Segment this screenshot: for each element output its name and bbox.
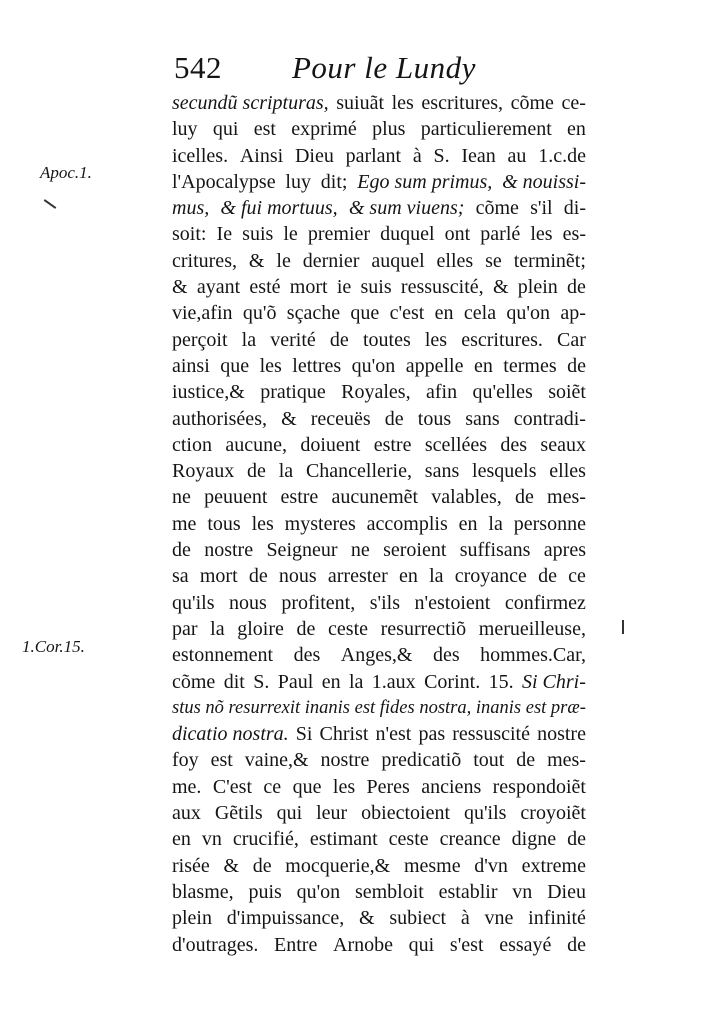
word: seroient [383, 539, 447, 562]
word: parlant [345, 144, 402, 167]
word: merueilleuse, [478, 617, 586, 640]
word: elles [549, 460, 586, 483]
word: que [292, 775, 322, 798]
word: valables, [431, 486, 502, 509]
ink-mark [622, 620, 624, 634]
word: termes [503, 354, 557, 377]
word: premier [307, 223, 371, 246]
word: Car [557, 328, 586, 351]
word: lettres [292, 354, 342, 377]
word: digne [511, 828, 557, 851]
word: les [259, 354, 282, 377]
word: dit [223, 670, 245, 693]
word: de [538, 565, 557, 588]
word: qu'on [351, 354, 396, 377]
word: gloire [237, 617, 284, 640]
word: 1.c.de [538, 144, 586, 167]
word: receuës [310, 407, 371, 430]
word: establir [438, 880, 498, 903]
word: 15. [488, 670, 514, 693]
word: foy [172, 749, 199, 772]
word: dernier [302, 249, 360, 272]
word: resurrectiõ [380, 617, 467, 640]
word: predicatiõ [381, 749, 462, 772]
word: est [210, 749, 233, 772]
word: hommes.Car, [480, 644, 586, 667]
word: ne [350, 539, 370, 562]
text-line [172, 432, 586, 458]
word: des [432, 644, 460, 667]
word: Dieu [294, 144, 334, 167]
text-line [172, 327, 586, 353]
word: & nouissi- [502, 170, 586, 193]
word: Arnobe [333, 933, 393, 956]
word: S. [253, 670, 270, 693]
word: n'est [375, 723, 412, 746]
word: iustice,& [172, 381, 245, 404]
text-line [172, 826, 586, 852]
text-line [172, 800, 586, 826]
word: vie,afin [172, 302, 233, 325]
word: blasme, [172, 880, 234, 903]
text-line [172, 511, 586, 537]
word: cõme [510, 92, 554, 114]
word: l'Apocalypse [172, 170, 276, 193]
word: Royaux [172, 460, 235, 483]
word: estre [280, 486, 319, 509]
word: vaine,& [244, 749, 309, 772]
text-line [172, 353, 586, 379]
word: ce [568, 565, 586, 588]
word: croyance [454, 565, 527, 588]
word: les [251, 512, 274, 535]
word: escritures. [461, 328, 543, 351]
word: c'est [389, 302, 425, 325]
word: suffisans [459, 539, 531, 562]
word: aucune, [225, 433, 287, 456]
word: vn [512, 880, 533, 903]
word: la [488, 512, 503, 535]
word: Chancellerie, [305, 460, 412, 483]
word: mus, [172, 197, 210, 220]
word: que [220, 354, 250, 377]
word: contradi- [513, 407, 586, 430]
word: qui [408, 933, 435, 956]
word: me. [172, 775, 202, 798]
word: obiectoient [361, 802, 450, 825]
word: qu'on [296, 880, 341, 903]
word: n'estoient [414, 591, 491, 614]
word: nostre [204, 539, 254, 562]
word: soiẽt [548, 381, 586, 404]
word: perçoit [172, 328, 228, 351]
word: plein [172, 907, 212, 930]
word: anciens [421, 775, 482, 798]
word: de [252, 854, 272, 877]
word: sçache [286, 302, 341, 325]
text-line [172, 195, 586, 221]
word: accomplis [366, 512, 448, 535]
word: qu'ils [172, 591, 215, 614]
text-line [172, 116, 586, 142]
word: sa [172, 565, 189, 588]
word: mesme [403, 854, 461, 877]
word: particulierement [420, 118, 552, 141]
word: mort [199, 565, 238, 588]
text-line [172, 616, 586, 642]
word: essayé [499, 933, 552, 956]
word: profitent, [281, 591, 356, 614]
word: Ie [216, 223, 233, 246]
word: puis [248, 880, 282, 903]
word: de [384, 407, 404, 430]
word: aucunemẽt [331, 486, 419, 509]
word: ainsi [172, 354, 210, 377]
word: tout [473, 749, 505, 772]
word: Iean [461, 144, 496, 167]
word: scellées [424, 433, 488, 456]
word: vne [484, 907, 514, 930]
word: C'est [212, 775, 253, 798]
word: Ainsi [239, 144, 284, 167]
text-line [172, 905, 586, 931]
word: de [567, 276, 586, 299]
word: luy [285, 170, 311, 193]
word: Gẽtils [214, 802, 263, 825]
word: vn [201, 828, 222, 851]
word: ie [336, 276, 352, 299]
word: est [253, 118, 276, 141]
word: ceste [388, 828, 429, 851]
text-line [172, 774, 586, 800]
word: les [424, 328, 448, 351]
text-line [172, 932, 586, 958]
text-line [172, 879, 586, 905]
word: ayant [196, 276, 241, 299]
word: tous [417, 407, 452, 430]
text-line [172, 695, 586, 721]
word: extreme [521, 854, 586, 877]
word: suis [360, 276, 392, 299]
word: cõme [172, 670, 216, 693]
word: Corint. [424, 670, 481, 693]
word: Si [295, 723, 313, 746]
word: nous [278, 565, 317, 588]
word: creance [439, 828, 501, 851]
text-line [172, 458, 586, 484]
word: de [248, 565, 268, 588]
word: estonnement [172, 644, 274, 667]
word: mocquerie,& [285, 854, 391, 877]
word: de [247, 460, 266, 483]
text-line [172, 143, 586, 169]
word: de [567, 828, 586, 851]
word: estre [373, 433, 412, 456]
word: & sum viuens; [348, 197, 465, 220]
word: suiuãt [336, 92, 385, 114]
word: en [458, 512, 478, 535]
word: nostre [320, 749, 370, 772]
word: à [460, 907, 470, 930]
word: ce [263, 775, 282, 798]
text-line [172, 669, 586, 695]
word: d'vn [474, 854, 508, 877]
word: les [332, 775, 356, 798]
word: au [507, 144, 527, 167]
word: de [514, 486, 534, 509]
word: elles [436, 249, 474, 272]
word: Entre [274, 933, 318, 956]
word: cõme [475, 197, 519, 220]
word: Si Chri- [521, 670, 586, 693]
word: infinité [528, 907, 586, 930]
word: Seigneur [266, 539, 338, 562]
word: de [296, 617, 316, 640]
word: confirmez [504, 591, 586, 614]
text-line [172, 747, 586, 773]
word: authorisées, [172, 407, 267, 430]
word: ne [172, 486, 191, 509]
text-line [172, 300, 586, 326]
word: en [321, 670, 341, 693]
word: nostre [537, 723, 586, 746]
word: Paul [277, 670, 314, 693]
word: en [434, 302, 454, 325]
word: Christ [319, 723, 369, 746]
word: luy [172, 118, 198, 141]
word: plein [517, 276, 558, 299]
text-line [172, 406, 586, 432]
word: arrester [327, 565, 388, 588]
word: mes- [547, 749, 586, 772]
word: croyoiẽt [520, 802, 586, 825]
word: par [172, 617, 198, 640]
word: apres [543, 539, 586, 562]
word: appelle [405, 354, 464, 377]
word: 1.aux [371, 670, 416, 693]
word: auquel [371, 249, 425, 272]
word: des [293, 644, 321, 667]
word: risée [172, 854, 210, 877]
word: peuuent [204, 486, 268, 509]
word: qu'õ [242, 302, 277, 325]
word: ressuscité [452, 723, 530, 746]
margin-note-apocalypse: Apoc.1. [40, 163, 92, 182]
word: seaux [540, 433, 586, 456]
word: terminẽt; [513, 249, 586, 272]
word: mort [289, 276, 328, 299]
word: la [241, 328, 257, 351]
running-head [150, 48, 590, 88]
text-line [172, 274, 586, 300]
text-line [172, 537, 586, 563]
word: qu'on [506, 302, 551, 325]
word: les [530, 223, 553, 246]
word: en [399, 565, 418, 588]
word: respondoiẽt [492, 775, 586, 798]
word: di- [563, 197, 586, 220]
word: ap- [560, 302, 586, 325]
word: & [248, 249, 265, 272]
word: sembloit [354, 880, 424, 903]
word: qu'elles [472, 381, 533, 404]
word: pas [418, 723, 446, 746]
word: qui [276, 802, 303, 825]
word: Ego sum primus, [357, 170, 493, 193]
word: duquel [380, 223, 435, 246]
word: de [567, 354, 586, 377]
word: & [281, 407, 297, 430]
word: en [567, 118, 586, 141]
word: la [429, 565, 444, 588]
word: esté [249, 276, 281, 299]
word: le [283, 223, 298, 246]
text-line [172, 169, 586, 195]
word: Peres [366, 775, 410, 798]
word: ressuscité, [400, 276, 484, 299]
text-line [172, 90, 586, 116]
word: Royales, [341, 381, 411, 404]
word: de [329, 328, 349, 351]
word: crucifié, [232, 828, 299, 851]
word: mysteres [284, 512, 356, 535]
word: d'outrages. [172, 933, 259, 956]
word: & [492, 276, 509, 299]
word: stus nõ resurrexit inanis est fides nostra, inanis est præ- [172, 697, 586, 718]
word: ce- [561, 92, 586, 114]
page-number: 542 [174, 50, 222, 85]
word: s'ils [369, 591, 401, 614]
word: S. [433, 144, 450, 167]
word: des [500, 433, 528, 456]
word: verité [270, 328, 316, 351]
word: en [473, 354, 493, 377]
word: secundũ scripturas, [172, 92, 329, 114]
word: subiect [389, 907, 447, 930]
text-line [172, 721, 586, 747]
word: icelles. [172, 144, 229, 167]
word: de [516, 749, 536, 772]
word: personne [513, 512, 586, 535]
word: & [359, 907, 375, 930]
word: que [350, 302, 380, 325]
text-line [172, 379, 586, 405]
word: doiuent [300, 433, 361, 456]
word: critures, [172, 249, 237, 272]
word: parlé [480, 223, 521, 246]
word: qu'ils [463, 802, 507, 825]
word: le [276, 249, 291, 272]
word: nous [229, 591, 267, 614]
ink-mark [44, 199, 57, 209]
word: ction [172, 433, 212, 456]
text-line [172, 221, 586, 247]
word: sans [424, 460, 460, 483]
word: ont [444, 223, 471, 246]
word: suis [242, 223, 274, 246]
word: ceste [328, 617, 369, 640]
word: s'est [449, 933, 484, 956]
margin-note-corinthians: 1.Cor.15. [22, 637, 85, 656]
word: qui [212, 118, 239, 141]
text-line [172, 563, 586, 589]
word: les [391, 92, 414, 114]
word: & [223, 854, 240, 877]
word: me [172, 512, 197, 535]
word: d'impuissance, [226, 907, 345, 930]
word: de [172, 539, 191, 562]
word: de [567, 933, 586, 956]
text-line [172, 642, 586, 668]
word: exprimé [291, 118, 357, 141]
text-line [172, 590, 586, 616]
word: sans [465, 407, 500, 430]
word: la [278, 460, 294, 483]
word: la [348, 670, 364, 693]
word: s'il [530, 197, 553, 220]
word: Anges,& [340, 644, 413, 667]
text-line [172, 853, 586, 879]
word: mes- [547, 486, 586, 509]
word: Dieu [547, 880, 586, 903]
word: se [485, 249, 502, 272]
word: & fui mortuus, [220, 197, 338, 220]
word: cela [463, 302, 497, 325]
word: leur [316, 802, 348, 825]
word: dit; [320, 170, 348, 193]
word: plus [372, 118, 406, 141]
word: lesquels [472, 460, 537, 483]
word: toutes [362, 328, 411, 351]
word: en [172, 828, 191, 851]
body-text [172, 90, 586, 958]
word: pratique [260, 381, 326, 404]
text-line [172, 248, 586, 274]
word: tous [207, 512, 241, 535]
word: à [412, 144, 422, 167]
word: es- [562, 223, 586, 246]
word: aux [172, 802, 201, 825]
word: soit: [172, 223, 207, 246]
running-title: Pour le Lundy [292, 50, 476, 85]
text-line [172, 484, 586, 510]
word: afin [426, 381, 458, 404]
word: la [210, 617, 225, 640]
word: dicatio nostra. [172, 723, 289, 746]
word: estimant [309, 828, 378, 851]
word: & [172, 276, 188, 299]
word: escritures, [421, 92, 504, 114]
